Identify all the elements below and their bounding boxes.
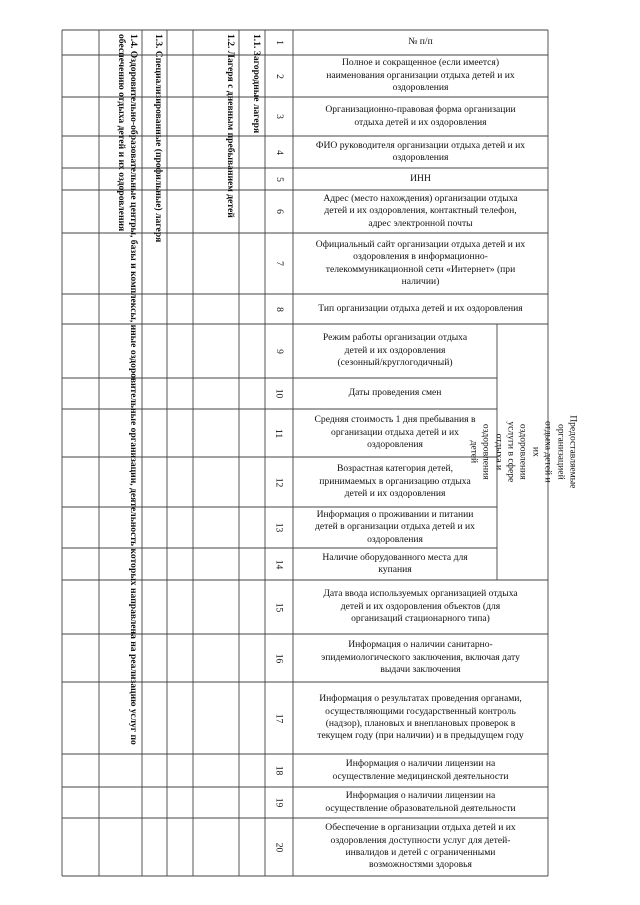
row-number-text: 11 (273, 428, 285, 438)
row-header: Тип организации отдыха детей и их оздоровления (318, 302, 523, 314)
services-group-header (468, 324, 579, 580)
row-number-text: 15 (273, 602, 285, 612)
row-header: Информация о проживании и питании детей в организации отдыха детей и их оздоровления (315, 508, 475, 545)
row-header: Средняя стоимость 1 дня пребывания в организации отдыха детей и их оздоровления (314, 414, 476, 451)
row-number (265, 233, 293, 294)
row-number (265, 409, 293, 457)
row-header: Наличие оборудованного места для купания (322, 551, 468, 575)
row-number-text: 20 (273, 842, 285, 852)
row-header: ФИО руководителя организации отдыха детей и их оздоровления (315, 139, 526, 163)
row-number-text: 17 (273, 713, 285, 723)
row-number-text: 12 (273, 477, 285, 487)
row-header: Информация о наличии санитарно- эпидемиологического заключения, включая дату выдачи заключения (321, 639, 520, 676)
row-number-text: 3 (273, 114, 285, 119)
row-number (265, 294, 293, 324)
row-header: Официальный сайт организации отдыха детей и их оздоровления в информационно- телекоммуникационной сети «Интернет» (при наличии) (315, 238, 526, 287)
row-number (265, 818, 293, 876)
row-header: Дата ввода используемых организацией отдыха детей и их оздоровления объектов (для организаций стационарного типа) (323, 588, 518, 625)
row-number (265, 682, 293, 754)
row-number-text: 6 (273, 209, 285, 214)
category-ozdorovitelnye-centry-text: 1.4. Оздоровительно-образовательные центры, базы и комплексы, иные оздоровительные организации, деятельность которых направлена на реализацию услуг по обеспечению отдыха детей и их оздоровления (115, 34, 139, 745)
row-number (265, 580, 293, 634)
row-number (265, 754, 293, 787)
row-header: Обеспечение в организации отдыха детей и их оздоровления доступности услуг для детей- инвалидов и детей с ограниченными возможностями здоровья (325, 822, 516, 871)
row-number-text: 14 (273, 559, 285, 569)
row-number (265, 324, 293, 378)
row-number-text: 4 (273, 149, 285, 155)
row-number-text: 10 (273, 388, 285, 399)
row-number-text: 16 (273, 653, 285, 663)
row-number-text: 13 (273, 522, 285, 533)
row-number (265, 507, 293, 548)
row-number-text: 9 (273, 348, 285, 354)
services-group-header-text: Предоставляемые организацией отдыха детей и их оздоровления услуги в сфере отдыха и оздоровления детей (468, 415, 579, 489)
row-number (265, 55, 293, 97)
row-number (265, 97, 293, 136)
row-number-text: 8 (273, 306, 285, 312)
category-ozdorovitelnye-centry (99, 30, 142, 876)
row-number-text: 19 (273, 797, 285, 808)
row-header: Адрес (место нахождения) организации отдыха детей и их оздоровления, контактный телефон, адрес электронной почты (323, 192, 518, 229)
row-header: Информация о наличии лицензии на осуществление медицинской деятельности (332, 758, 509, 782)
row-number (265, 634, 293, 682)
category-zagorodnye (239, 30, 265, 876)
row-header: Информация о результатах проведения органами, осуществляющими государственный контроль (надзор), плановых и внеплановых проверок в текущем году (при наличии) и в предыдущем году (317, 693, 524, 742)
row-number (265, 168, 293, 190)
row-number-text: 7 (273, 261, 285, 266)
row-header: Организационно-правовая форма организации отдыха детей и их оздоровления (325, 104, 516, 128)
row-number (265, 30, 293, 55)
row-number-text: 5 (273, 176, 285, 182)
category-dnevnye (193, 30, 239, 876)
row-number (265, 136, 293, 168)
row-header: Полное и сокращенное (если имеется) наименования организации отдыха детей и их оздоровления (326, 57, 515, 94)
row-number-text: 18 (273, 765, 285, 776)
row-number (265, 190, 293, 233)
row-number (265, 787, 293, 818)
category-zagorodnye-text: 1.1. Загородные лагеря (251, 34, 262, 134)
category-specializirovannye-text: 1.3. Специализированные (профильные) лагеря (153, 34, 164, 243)
row-header: Режим работы организации отдыха детей и их оздоровления (сезонный/круглогодичный) (322, 332, 468, 369)
row-header: № п/п (408, 36, 433, 48)
row-header: Информация о наличии лицензии на осуществление образовательной деятельности (325, 790, 516, 814)
row-number-text: 2 (273, 73, 285, 79)
row-header: Даты проведения смен (348, 387, 442, 399)
category-specializirovannye (142, 30, 167, 876)
row-number (265, 548, 293, 580)
category-dnevnye-text: 1.2. Лагеря с дневным пребыванием детей (225, 34, 236, 218)
row-header: ИНН (410, 172, 431, 184)
row-number-text: 1 (273, 40, 285, 45)
row-header: Возрастная категория детей, принимаемых в организацию отдыха детей и их оздоровления (319, 463, 471, 500)
row-number (265, 378, 293, 409)
row-number (265, 457, 293, 507)
